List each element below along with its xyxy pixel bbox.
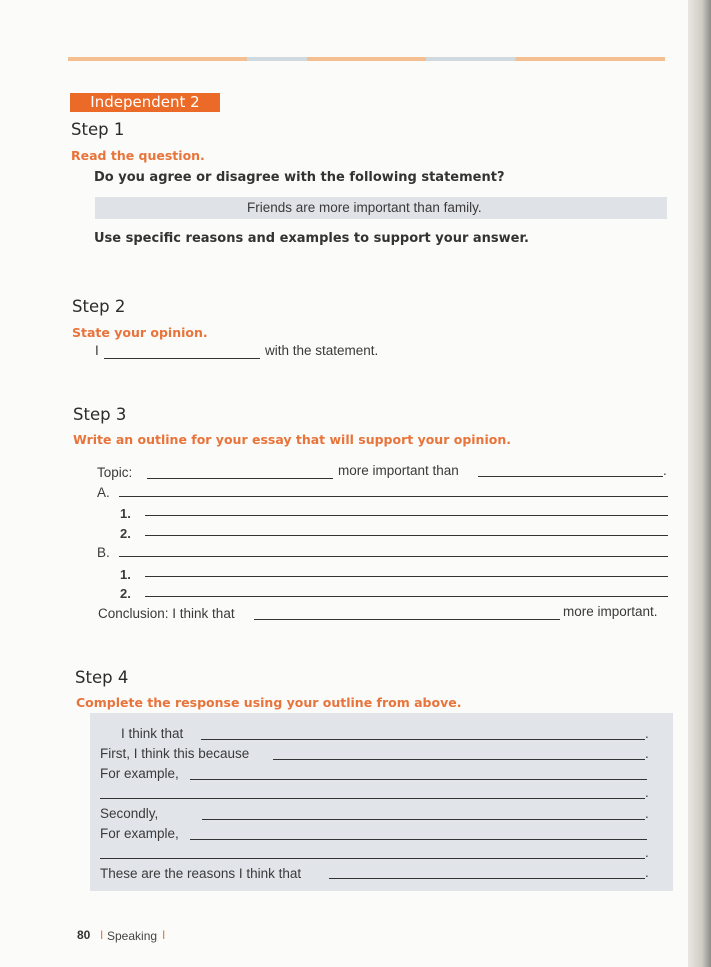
response-line1-period: . xyxy=(645,726,649,741)
point-a1-label: 1. xyxy=(120,506,131,521)
response-line2-label: First, I think this because xyxy=(100,746,250,761)
response-line8-blank[interactable] xyxy=(329,878,645,879)
point-b-blank[interactable] xyxy=(119,556,668,557)
footer-separator-left: I xyxy=(100,928,104,942)
step3-title: Step 3 xyxy=(73,405,127,424)
topic-blank-1[interactable] xyxy=(147,478,333,479)
response-line4-period: . xyxy=(645,785,649,800)
point-a1-blank[interactable] xyxy=(145,515,668,516)
response-line5-blank[interactable] xyxy=(202,819,645,820)
opinion-prefix: I xyxy=(95,343,99,358)
response-line2-period: . xyxy=(645,746,649,761)
topic-label: Topic: xyxy=(97,465,133,480)
response-line8-label: These are the reasons I think that xyxy=(100,866,302,881)
step1-support: Use specific reasons and examples to support your answer. xyxy=(94,231,529,246)
conclusion-blank[interactable] xyxy=(254,619,560,620)
step1-question: Do you agree or disagree with the following statement? xyxy=(94,170,505,185)
opinion-suffix: with the statement. xyxy=(265,343,379,358)
page-binding-shadow xyxy=(688,0,711,967)
point-b2-label: 2. xyxy=(120,586,131,601)
response-line7-blank[interactable] xyxy=(100,858,645,859)
response-line6-blank[interactable] xyxy=(190,839,647,840)
footer-separator-right: I xyxy=(162,928,166,942)
topic-period: . xyxy=(663,463,667,478)
response-line5-period: . xyxy=(645,806,649,821)
step1-title: Step 1 xyxy=(71,120,125,139)
point-b1-blank[interactable] xyxy=(145,576,668,577)
header-rule xyxy=(68,57,665,61)
response-line1-blank[interactable] xyxy=(201,739,645,740)
response-line2-blank[interactable] xyxy=(273,759,645,760)
response-line7-period: . xyxy=(645,845,649,860)
point-b1-label: 1. xyxy=(120,567,131,582)
topic-middle: more important than xyxy=(338,463,459,478)
response-line5-label: Secondly, xyxy=(100,806,159,821)
response-line6-label: For example, xyxy=(100,826,179,841)
point-a-label: A. xyxy=(97,485,110,500)
point-a-blank[interactable] xyxy=(119,496,668,497)
point-a2-label: 2. xyxy=(120,526,131,541)
step4-instruction: Complete the response using your outline from above. xyxy=(76,695,462,710)
response-line4-blank[interactable] xyxy=(100,798,645,799)
point-b2-blank[interactable] xyxy=(145,596,668,597)
response-line3-label: For example, xyxy=(100,766,179,781)
conclusion-label: Conclusion: I think that xyxy=(98,606,235,621)
topic-blank-2[interactable] xyxy=(478,476,663,477)
step4-title: Step 4 xyxy=(75,668,129,687)
page-number: 80 xyxy=(77,928,91,942)
point-b-label: B. xyxy=(97,545,110,560)
point-a2-blank[interactable] xyxy=(145,535,668,536)
response-line3-blank[interactable] xyxy=(190,779,647,780)
step3-instruction: Write an outline for your essay that will support your opinion. xyxy=(73,432,511,447)
section-badge: Independent 2 xyxy=(70,93,220,112)
statement-text: Friends are more important than family. xyxy=(247,200,482,215)
footer-section: Speaking xyxy=(107,929,158,943)
opinion-blank[interactable] xyxy=(104,358,260,359)
step2-title: Step 2 xyxy=(72,297,126,316)
step1-instruction: Read the question. xyxy=(71,148,205,163)
step2-instruction: State your opinion. xyxy=(72,325,208,340)
conclusion-end: more important. xyxy=(563,604,658,619)
response-line1-label: I think that xyxy=(121,726,184,741)
response-line8-period: . xyxy=(645,865,649,880)
